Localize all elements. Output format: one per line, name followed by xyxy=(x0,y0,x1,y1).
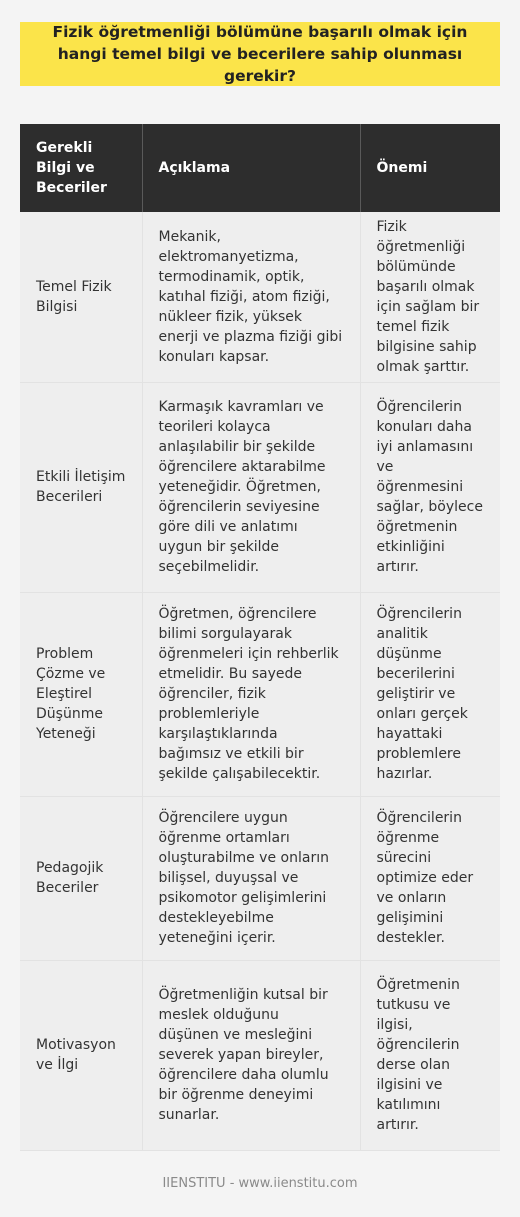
skill-cell: Motivasyon ve İlgi xyxy=(20,960,142,1150)
skill-cell: Problem Çözme ve Eleştirel Düşünme Yeteneği xyxy=(20,592,142,796)
table-row xyxy=(20,592,500,796)
footer-credit: IIENSTITU - www.iienstitu.com xyxy=(162,1176,358,1191)
page-title: Fizik öğretmenliği bölümüne başarılı olmak için hangi temel bilgi ve becerilere sahip olunması gerekir? xyxy=(52,23,468,85)
skill-cell: Etkili İletişim Becerileri xyxy=(20,382,142,592)
header-skill: Gerekli Bilgi ve Beceriler xyxy=(20,124,142,212)
table-row xyxy=(20,212,500,382)
description-cell: Öğrencilere uygun öğrenme ortamları oluşturabilme ve onların bilişsel, duyuşsal ve psikomotor gelişimlerini destekleyebilme yeteneğini içerir. xyxy=(142,796,360,960)
header-description: Açıklama xyxy=(142,124,360,212)
importance-cell: Fizik öğretmenliği bölümünde başarılı olmak için sağlam bir temel fizik bilgisine sahip olmak şarttır. xyxy=(360,212,500,382)
importance-cell: Öğretmenin tutkusu ve ilgisi, öğrencilerin derse olan ilgisini ve katılımını artırır. xyxy=(360,960,500,1150)
skills-table xyxy=(20,124,500,1151)
table-row xyxy=(20,960,500,1150)
description-cell: Mekanik, elektromanyetizma, termodinamik, optik, katıhal fiziği, atom fiziği, nükleer fizik, yüksek enerji ve plazma fiziği gibi konuları kapsar. xyxy=(142,212,360,382)
table-row xyxy=(20,382,500,592)
title-banner xyxy=(20,22,500,86)
description-cell: Öğretmen, öğrencilere bilimi sorgulayarak öğrenmeleri için rehberlik etmelidir. Bu sayede öğrenciler, fizik problemleriyle karşılaştıklarında bağımsız ve etkili bir şekilde çalışabilecektir. xyxy=(142,592,360,796)
header-importance: Önemi xyxy=(360,124,500,212)
description-cell: Öğretmenliğin kutsal bir meslek olduğunu düşünen ve mesleğini severek yapan bireyler, öğrencilere daha olumlu bir öğrenme deneyimi sunarlar. xyxy=(142,960,360,1150)
skill-cell: Temel Fizik Bilgisi xyxy=(20,212,142,382)
table-row xyxy=(20,796,500,960)
importance-cell: Öğrencilerin analitik düşünme becerilerini geliştirir ve onları gerçek hayattaki problemlere hazırlar. xyxy=(360,592,500,796)
description-cell: Karmaşık kavramları ve teorileri kolayca anlaşılabilir bir şekilde öğrencilere aktarabilme yeteneğidir. Öğretmen, öğrencilerin seviyesine göre dili ve anlatımı uygun bir şekilde seçebilmelidir. xyxy=(142,382,360,592)
table-header-row xyxy=(20,124,500,212)
importance-cell: Öğrencilerin konuları daha iyi anlamasını ve öğrenmesini sağlar, böylece öğretmenin etkinliğini artırır. xyxy=(360,382,500,592)
importance-cell: Öğrencilerin öğrenme sürecini optimize eder ve onların gelişimini destekler. xyxy=(360,796,500,960)
skill-cell: Pedagojik Beceriler xyxy=(20,796,142,960)
